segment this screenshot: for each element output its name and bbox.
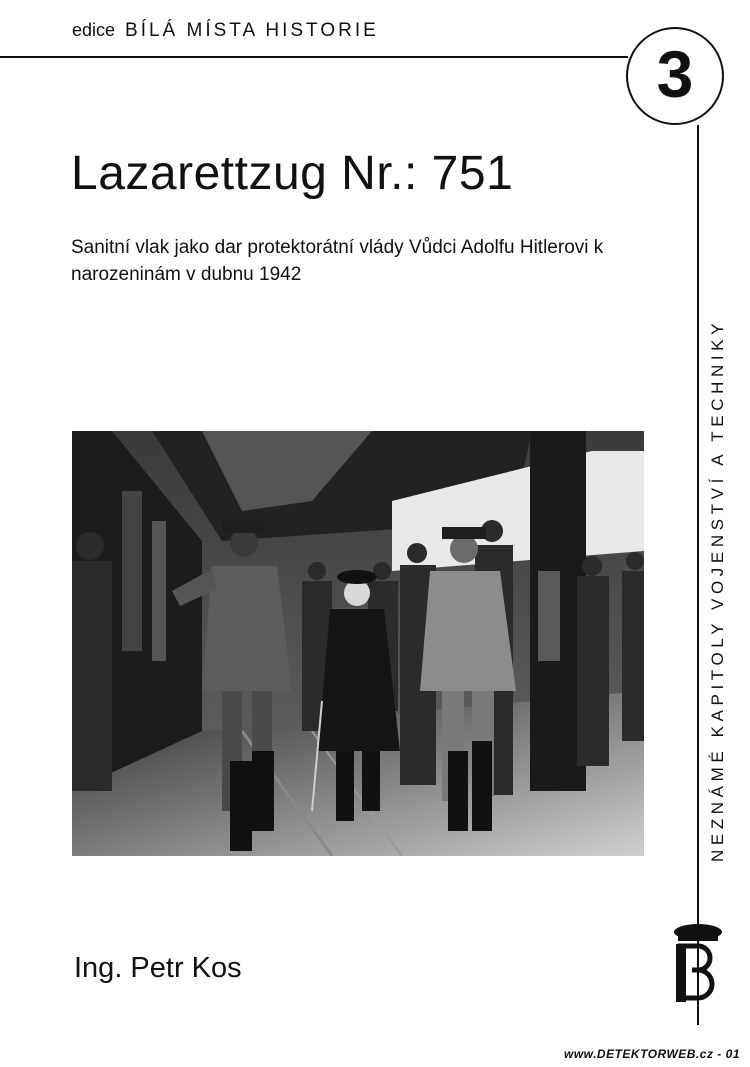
- header-rule: [0, 56, 628, 58]
- author-name: Ing. Petr Kos: [74, 952, 242, 984]
- book-title: Lazarettzug Nr.: 751: [71, 147, 514, 200]
- cover-photo-illustration: [72, 431, 644, 856]
- side-series-text: NEZNÁMÉ KAPITOLY VOJENSTVÍ A TECHNIKY: [708, 318, 727, 862]
- publisher-logo-icon: [672, 922, 726, 1010]
- series-name: BÍLÁ MÍSTA HISTORIE: [125, 20, 379, 41]
- series-header: [72, 20, 379, 42]
- book-subtitle: Sanitní vlak jako dar protektorátní vlády Vůdci Adolfu Hitlerovi k narozeninám v dubnu 1942: [71, 237, 604, 285]
- series-prefix: edice: [72, 20, 116, 40]
- watermark-text: www.DETEKTORWEB.cz - 01: [564, 1047, 740, 1061]
- side-rule: [697, 125, 699, 1025]
- volume-badge: [626, 27, 724, 125]
- cover-photo: [72, 431, 644, 856]
- volume-number: 3: [656, 37, 694, 111]
